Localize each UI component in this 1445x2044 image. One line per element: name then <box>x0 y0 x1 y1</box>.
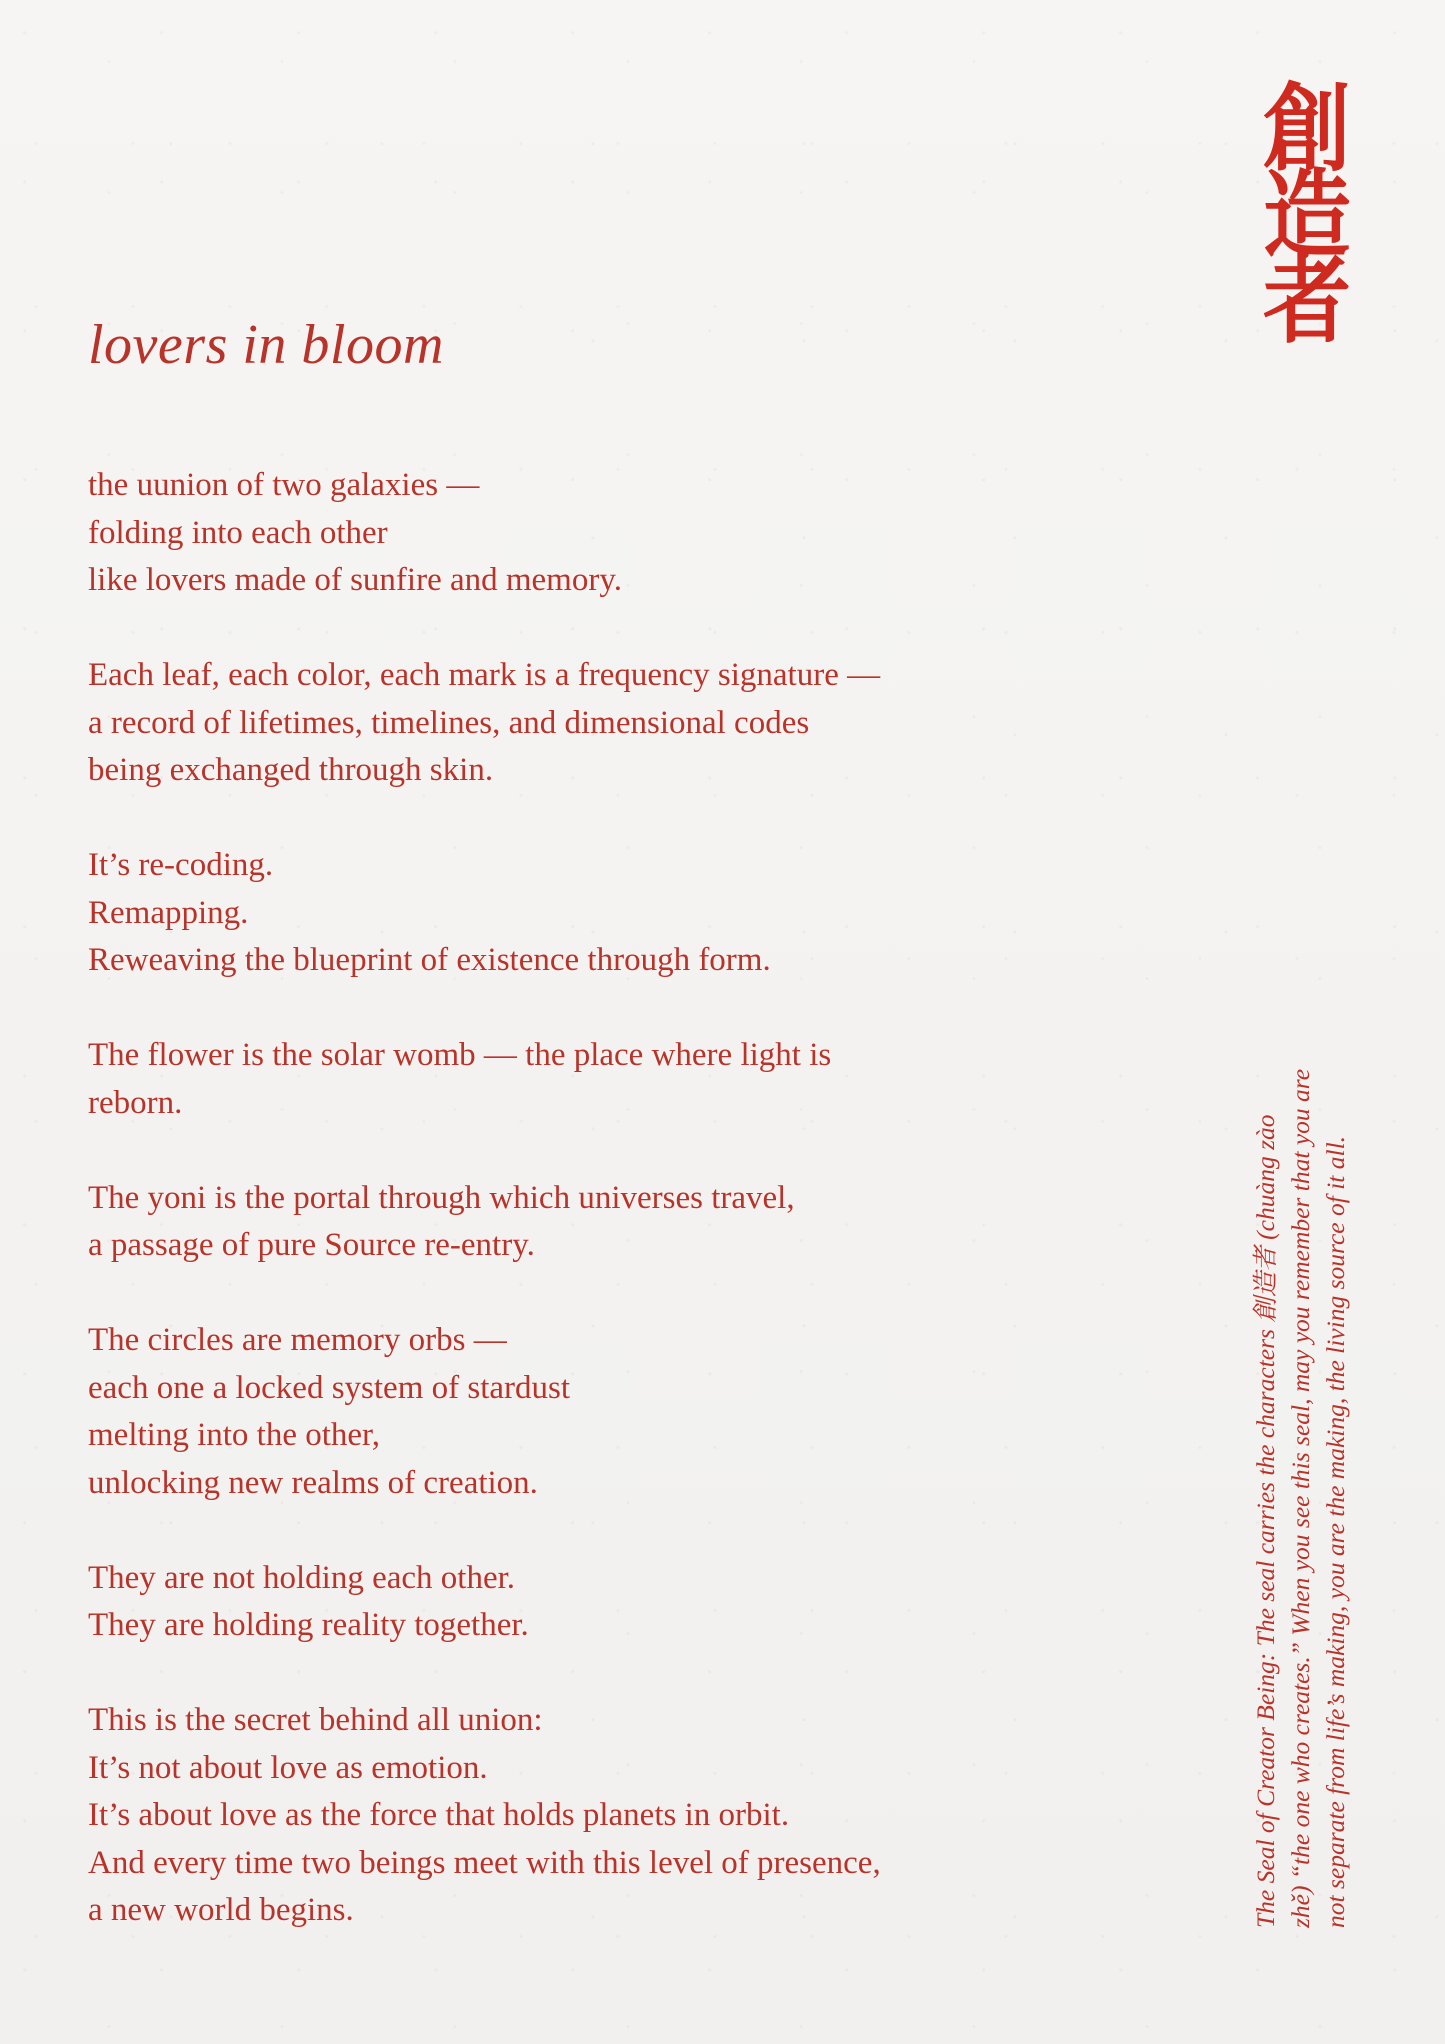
stanza <box>88 1175 1088 1270</box>
poem-line: The flower is the solar womb — the place where light is <box>88 1037 832 1073</box>
poem-body <box>88 462 1088 1982</box>
seal-character-zhe: 者 <box>1262 243 1351 357</box>
poem-title: lovers in bloom <box>88 314 444 376</box>
poem-line: unlocking new realms of creation. <box>88 1464 538 1501</box>
poem-line: a passage of pure Source re-entry. <box>88 1227 535 1263</box>
seal-description-line: zhě) “the one who creates.” When you see this seal, may you remember that you are <box>1286 1068 1315 1928</box>
poem-line: the uunion of two galaxies — <box>88 467 480 503</box>
poem-line: each one a locked system of stardust <box>88 1369 571 1406</box>
seal-description <box>1248 878 1353 1928</box>
poem-line: melting into the other, <box>88 1417 380 1453</box>
poem-line: This is the secret behind all union: <box>88 1702 543 1738</box>
poem-line: Each leaf, each color, each mark is a frequency signature — <box>88 657 881 693</box>
seal-description-line: not separate from life’s making, you are the making, the living source of it all. <box>1321 1135 1350 1928</box>
seal-character-zao: 造 <box>1262 157 1351 271</box>
stanza <box>88 842 1088 985</box>
poem-line: And every time two beings meet with this level of presence, <box>88 1844 881 1881</box>
poem-line: It’s re-coding. <box>88 847 274 883</box>
stanza <box>88 1317 1088 1507</box>
poem-line: Reweaving the blueprint of existence through form. <box>88 942 771 978</box>
poem-line: They are holding reality together. <box>88 1607 529 1643</box>
poem-line: being exchanged through skin. <box>88 752 494 788</box>
poem-line: folding into each other <box>88 514 388 551</box>
poem-line: The circles are memory orbs — <box>88 1322 507 1358</box>
poem-line: It’s about love as the force that holds planets in orbit. <box>88 1797 790 1833</box>
stanza <box>88 652 1088 795</box>
poem-line: Remapping. <box>88 894 249 931</box>
poem-line: The yoni is the portal through which universes travel, <box>88 1179 795 1216</box>
stanza <box>88 1697 1088 1935</box>
seal-character-chuang: 創 <box>1262 71 1351 185</box>
poem-line: They are not holding each other. <box>88 1559 516 1596</box>
stanza <box>88 1032 1088 1127</box>
poem-line: a record of lifetimes, timelines, and dimensional codes <box>88 704 810 741</box>
poem-line: a new world begins. <box>88 1892 354 1928</box>
poem-line: It’s not about love as emotion. <box>88 1749 488 1786</box>
seal-description-line: The Seal of Creator Being: The seal carries the characters 創造者 (chuàng zào <box>1251 1114 1280 1928</box>
poem-line: reborn. <box>88 1084 183 1121</box>
creator-seal <box>1252 71 1362 357</box>
poem-line: like lovers made of sunfire and memory. <box>88 562 622 598</box>
stanza <box>88 1555 1088 1650</box>
stanza <box>88 462 1088 605</box>
